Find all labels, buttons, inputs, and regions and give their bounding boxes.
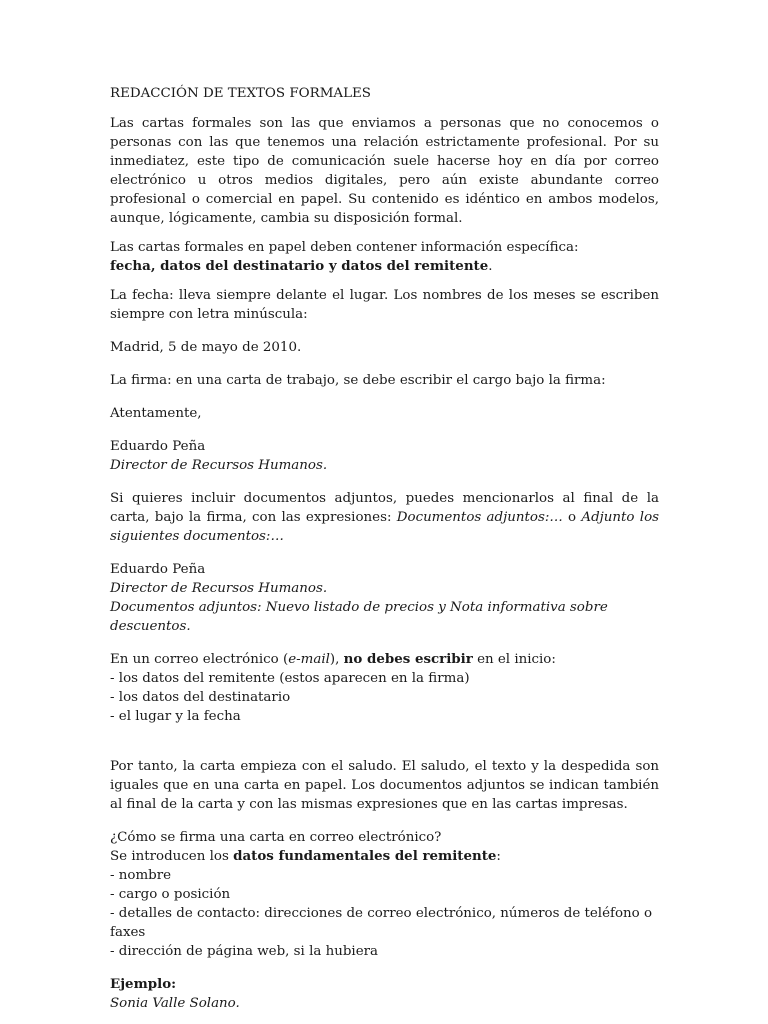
email-section [110,650,659,726]
signature-block-2 [110,560,659,636]
document-title: REDACCIÓN DE TEXTOS FORMALES [110,86,371,101]
signature-block-1 [110,437,659,475]
example-name: Sonia Valle Solano. [110,996,240,1011]
attachments-text-1: Si quieres incluir documentos adjuntos, puedes mencionarlos al final de la carta, bajo la firma, con las expresiones: [110,491,659,525]
firma-paragraph: La firma: en una carta de trabajo, se debe escribir el cargo bajo la firma: [110,373,606,388]
signature-name: Eduardo Peña [110,439,206,454]
sign-intro-bold: datos fundamentales del remitente [233,848,497,864]
list-item: - cargo o posición [110,887,231,902]
attachments-expression-2: Adjunto los siguientes documentos:… [110,510,660,544]
list-item: - dirección de página web, si la hubiera [110,944,379,959]
list-item: - los datos del remitente (estos aparecen en la firma) [110,671,470,686]
signature-role: Director de Recursos Humanos. [110,581,328,596]
attachments-paragraph [110,489,659,546]
list-item: - los datos del destinatario [110,690,291,705]
sign-intro-text-1: Se introducen los [110,849,234,864]
sign-intro-line [110,847,659,866]
email-text-1: En un correo electrónico ( [110,652,289,667]
attachments-text-2: o [562,510,582,525]
example-block [110,975,659,1013]
sign-section [110,828,659,961]
fecha-paragraph: La fecha: lleva siempre delante el lugar. Los nombres de los meses se escriben siempre con letra minúscula: [110,288,659,322]
attachments-expression-1: Documentos adjuntos:… [396,510,563,525]
paper-info-text: Las cartas formales en papel deben contener información específica: [110,240,579,255]
paper-info-bold: fecha, datos del destinatario y datos del remitente [110,258,489,274]
email-bold: no debes escribir [343,651,473,667]
list-item: - nombre [110,868,172,883]
sign-question: ¿Cómo se firma una carta en correo electrónico? [110,830,442,845]
signature-role: Director de Recursos Humanos. [110,458,328,473]
email-text-3: en el inicio: [472,652,556,667]
date-example: Madrid, 5 de mayo de 2010. [110,340,302,355]
intro-paragraph: Las cartas formales son las que enviamos a personas que no conocemos o personas con las que tenemos una relación estrictamente profesional. Por su inmediatez, este tipo de comunicación suele hacerse hoy en día por correo electrónico u otros medios digitales, pero aún existe abundante correo profesional o comercial en papel. Su contenido es idéntico en ambos modelos, aunque, lógicamente, cambia su disposición formal. [110,116,659,226]
email-intro-line [110,650,659,669]
sign-intro-text-2: : [496,849,501,864]
signature-attachments: Documentos adjuntos: Nuevo listado de precios y Nota informativa sobre descuentos. [110,600,608,634]
example-label: Ejemplo: [110,976,177,992]
document-body [110,84,659,1013]
list-item: - el lugar y la fecha [110,709,241,724]
paper-info-paragraph [110,238,659,276]
list-item: - detalles de contacto: direcciones de correo electrónico, números de teléfono o faxes [110,906,653,940]
email-italic: e-mail [288,652,330,667]
closing-line: Atentamente, [110,406,202,421]
paper-info-end: . [488,259,493,274]
email-paragraph: Por tanto, la carta empieza con el saludo. El saludo, el texto y la despedida son iguales que en una carta en papel. Los documentos adjuntos se indican también al final de la carta y con las mismas expresiones que en las cartas impresas. [110,759,659,812]
signature-name: Eduardo Peña [110,562,206,577]
email-text-2: ), [329,652,344,667]
